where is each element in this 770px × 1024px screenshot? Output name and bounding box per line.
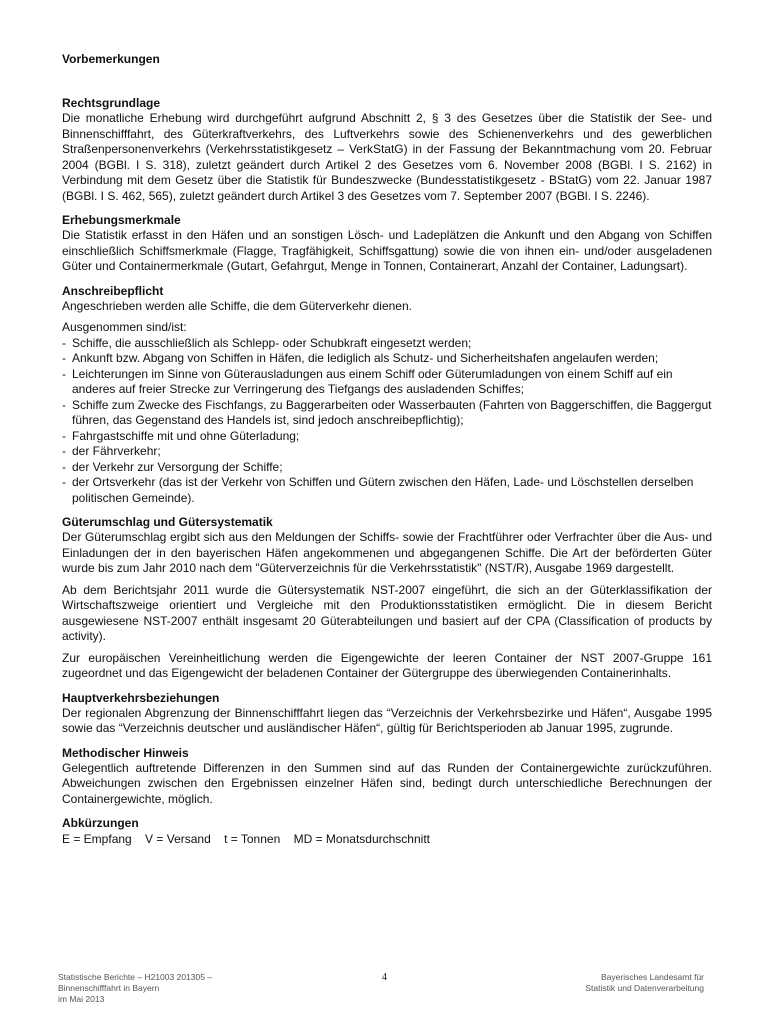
section-heading: Anschreibepflicht: [62, 283, 164, 298]
page-number: 4: [382, 972, 387, 983]
list-item: - der Fährverkehr;: [62, 444, 712, 460]
paragraph: Gelegentlich auftretende Differenzen in den Summen sind auf das Runden der Containergewichte zurückzuführen. Abweichungen zwischen den Ergebnissen einzelner Häfen sind, bedingt durch unterschiedliche Berechnungen der Containergewichte, möglich.: [62, 760, 712, 806]
section-rechtsgrundlage: [62, 96, 712, 204]
footer-line: Bayerisches Landesamt für: [601, 972, 704, 982]
list-item: - Schiffe, die ausschließlich als Schlepp- oder Schubkraft eingesetzt werden;: [62, 336, 712, 352]
section-heading: Erhebungsmerkmale: [62, 213, 181, 227]
section-heading: Methodischer Hinweis: [62, 745, 189, 760]
abbreviations-line: E = Empfang V = Versand t = Tonnen MD = Monatsdurchschnitt: [62, 832, 430, 846]
footer-line: im Mai 2013: [58, 994, 105, 1004]
list-item: - der Verkehr zur Versorgung der Schiffe;: [62, 460, 712, 476]
document-page: [62, 51, 712, 856]
footer-publisher: [504, 972, 704, 994]
section-methodischer-hinweis: [62, 746, 712, 808]
list-item: - Ankunft bzw. Abgang von Schiffen in Häfen, die lediglich als Schutz- und Sicherheitshafen angelaufen werden;: [62, 351, 712, 367]
paragraph: Ausgenommen sind/ist:: [62, 320, 187, 334]
list-item: - der Ortsverkehr (das ist der Verkehr von Schiffen und Gütern zwischen den Häfen, Lade- und Löschstellen derselben politischen Gemeinde).: [62, 475, 712, 506]
section-heading: Rechtsgrundlage: [62, 96, 161, 110]
footer-line: Statistische Berichte – H21003 201305 –: [58, 972, 213, 982]
section-heading: Abkürzungen: [62, 816, 139, 830]
paragraph: Ab dem Berichtsjahr 2011 wurde die Gütersystematik NST-2007 eingeführt, die sich an der Güterklassifikation der Wirtschaftszweige orientiert und Vergleiche mit den Produktionsstatistiken ermöglicht. Die in diesem Bericht ausgewiesene NST-2007 enthält insgesamt 20 Güterabteilungen und basiert auf der CPA (Classification of products by activity).: [62, 582, 712, 643]
section-gueterumschlag: [62, 515, 712, 682]
paragraph: Die monatliche Erhebung wird durchgeführt aufgrund Abschnitt 2, § 3 des Gesetzes über die Statistik der See- und Binnenschifffahrt, des Güterkraftverkehrs, des Luftverkehrs sowie des Schienenverkehrs und des gewerblichen Straßenpersonenverkehrs (Verkehrsstatistikgesetz – VerkStatG) in der Fassung der Bekanntmachung vom 20. Februar 2004 (BGBl. I S. 318), zuletzt geändert durch Artikel 2 des Gesetzes vom 6. November 2008 (BGBl. I S. 2162) in Verbindung mit dem Gesetz über die Statistik für Bundeszwecke (Bundesstatistikgesetz - BStatG) vom 22. Januar 1987 (BGBl. I S. 462, 565), zuletzt geändert durch Artikel 3 des Gesetzes vom 7. September 2007 (BGBl. I S. 2246).: [62, 111, 712, 203]
paragraph: Die Statistik erfasst in den Häfen und an sonstigen Lösch- und Ladeplätzen die Ankunft und den Abgang von Schiffen einschließlich Schiffsmerkmale (Flagge, Tragfähigkeit, Schiffsgattung) sowie die von ihnen ein- und/oder ausgeladenen Güter und Containermerkmale (Gutart, Gefahrgut, Menge in Tonnen, Containerart, Anzahl der Container, Ladungsart).: [62, 228, 712, 273]
page-title: Vorbemerkungen: [62, 52, 160, 66]
list-item: - Leichterungen im Sinne von Güterausladungen aus einem Schiff oder Güterumladungen von einem Schiff auf ein anderes auf freier Strecke zur Verringerung des Tiefgangs des ausladenden Schiffes;: [62, 367, 712, 398]
section-heading: Hauptverkehrsbeziehungen: [62, 690, 220, 705]
section-abkuerzungen: [62, 816, 712, 847]
paragraph: Zur europäischen Vereinheitlichung werden die Eigengewichte der leeren Container der NST 2007-Gruppe 161 zugeordnet und das Eigengewicht der beladenen Container der Gütergruppe des überwiegenden Containerinhalts.: [62, 650, 712, 680]
list-item: - Fahrgastschiffe mit und ohne Güterladung;: [62, 429, 712, 445]
paragraph: Der Güterumschlag ergibt sich aus den Meldungen der Schiffs- sowie der Frachtführer oder Verfrachter über die Aus- und Einladungen der in den bayerischen Häfen angekommenen und abgegangenen Schiffe. Die Art der beförderten Güter wurde bis zum Jahr 2010 nach dem "Güterverzeichnis für die Verkehrsstatistik" (NST/R), Ausgabe 1969 dargestellt.: [62, 530, 712, 575]
exclusion-list: [62, 336, 712, 507]
section-hauptverkehrsbeziehungen: [62, 691, 712, 737]
paragraph: Angeschrieben werden alle Schiffe, die dem Güterverkehr dienen.: [62, 298, 412, 313]
footer-publication-info: [58, 972, 258, 1005]
section-anschreibepflicht: [62, 284, 712, 507]
paragraph: Der regionalen Abgrenzung der Binnenschifffahrt liegen das “Verzeichnis der Verkehrsbezirke und Häfen“, Ausgabe 1995 sowie das “Verzeichnis deutscher und ausländischer Häfen“, gültig für Berichtsperioden ab Januar 1995, zugrunde.: [62, 705, 712, 735]
footer-line: Statistik und Datenverarbeitung: [585, 983, 704, 993]
section-heading: Güterumschlag und Gütersystematik: [62, 515, 273, 529]
footer-line: Binnenschifffahrt in Bayern: [58, 983, 160, 993]
list-item: - Schiffe zum Zwecke des Fischfangs, zu Baggerarbeiten oder Wasserbauten (Fahrten von Baggerschiffen, die Baggergut führen, das Gegenstand des Handels ist, sind jedoch anschreibepflichtig);: [62, 398, 712, 429]
section-erhebungsmerkmale: [62, 213, 712, 275]
